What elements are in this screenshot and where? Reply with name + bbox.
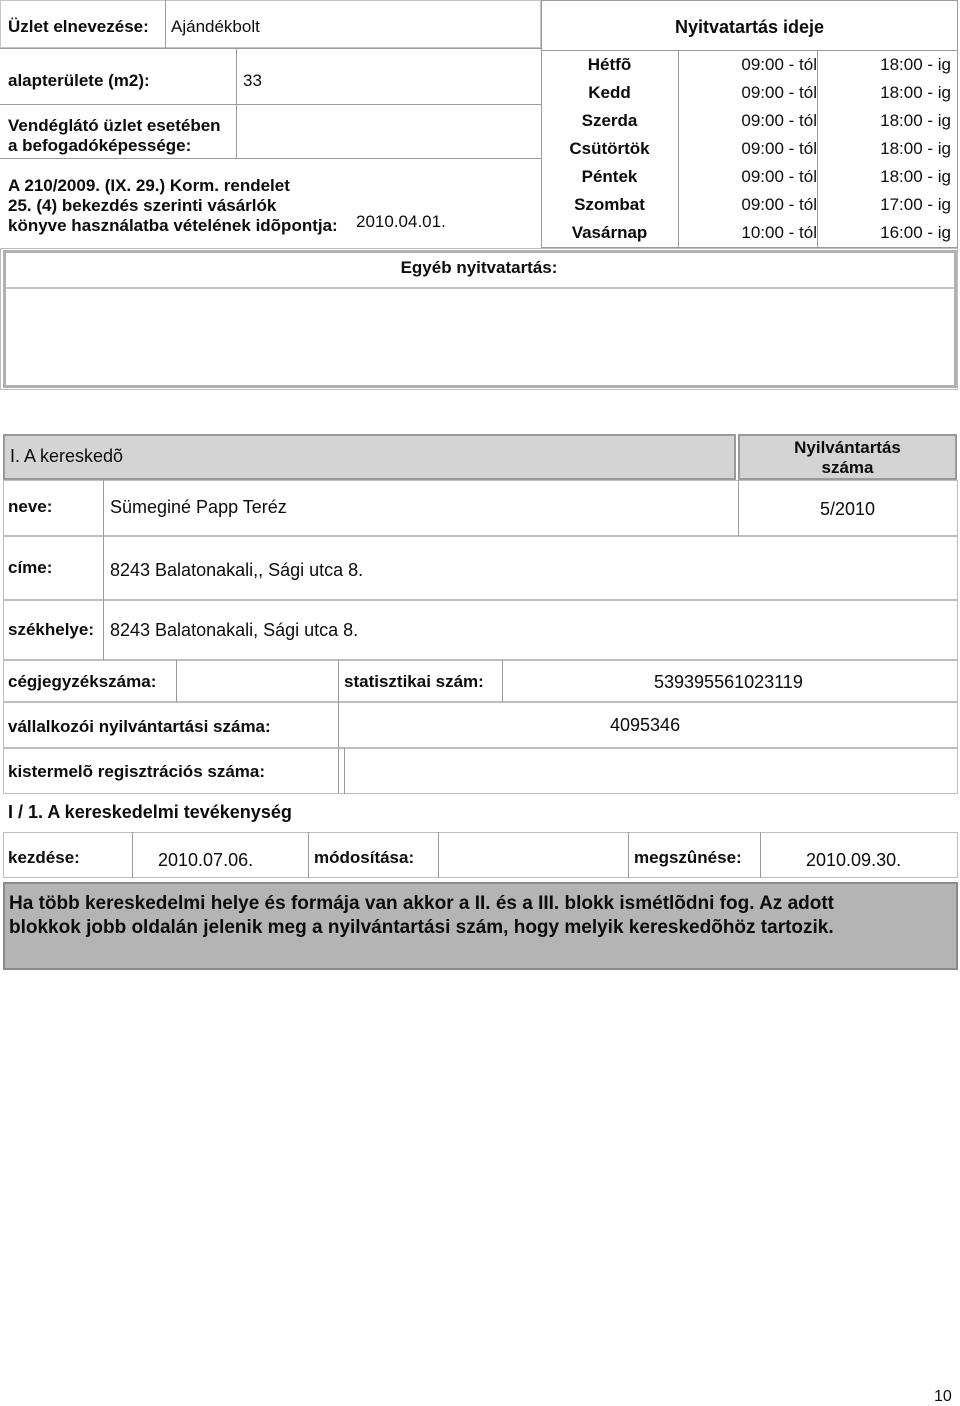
from-time: 09:00 - tól [741, 111, 817, 130]
day-label: Csütörtök [569, 139, 650, 158]
capacity-label-line-2: a befogadóképessége: [8, 136, 192, 155]
divider [176, 660, 177, 702]
company-reg-label: cégjegyzékszáma: [8, 672, 157, 691]
divider [308, 832, 309, 878]
divider [338, 660, 339, 702]
registry-number-value: 5/2010 [820, 499, 876, 519]
to-time: 16:00 - ig [880, 223, 951, 242]
registry-header-line-1: Nyilvántartás [794, 438, 901, 457]
divider [344, 748, 345, 794]
day-label: Péntek [581, 167, 638, 186]
merchant-address-label: címe: [8, 558, 53, 577]
page-number: 10 [934, 1388, 952, 1405]
end-date-value: 2010.09.30. [806, 850, 902, 870]
to-time: 18:00 - ig [880, 55, 951, 74]
merchant-section-title: I. A kereskedõ [10, 446, 124, 466]
divider [165, 0, 166, 48]
to-time: 18:00 - ig [880, 139, 951, 158]
shop-name-value: Ajándékbolt [171, 17, 260, 36]
opening-hours-title: Nyitvatartás ideje [674, 17, 825, 37]
capacity-label-line-1: Vendéglátó üzlet esetében [8, 116, 221, 135]
merchant-seat-label: székhelye: [8, 620, 94, 639]
divider [628, 832, 629, 878]
hours-row-saturday [542, 191, 956, 219]
divider [103, 536, 104, 600]
divider [103, 480, 104, 536]
divider [502, 660, 503, 702]
merchant-address-value: 8243 Balatonakali,, Sági utca 8. [110, 560, 364, 580]
hours-row-tuesday [542, 79, 956, 107]
to-time: 18:00 - ig [880, 167, 951, 186]
day-label: Szerda [581, 111, 638, 130]
divider [6, 287, 954, 289]
from-time: 09:00 - tól [741, 139, 817, 158]
hours-row-sunday [542, 219, 956, 247]
modify-date-label: módosítása: [314, 848, 415, 867]
merchant-seat-value: 8243 Balatonakali, Sági utca 8. [110, 620, 359, 640]
regulation-date: 2010.04.01. [356, 212, 446, 231]
divider [236, 48, 237, 158]
divider [760, 832, 761, 878]
from-time: 09:00 - tól [741, 195, 817, 214]
stat-number-value: 539395561023119 [654, 672, 803, 692]
producer-label: kistermelõ regisztrációs száma: [8, 762, 266, 781]
note-text: Ha több kereskedelmi helye és formája van akkor a II. és a III. blokk ismétlõdni fog. Az adott blokkok jobb oldalán jelenik meg a nyilvántartási szám, hogy melyik kereskedõhöz tartozik. [9, 893, 835, 938]
regulation-line-3: könyve használatba vételének idõpontja: [8, 216, 338, 235]
divider [132, 832, 133, 878]
from-time: 09:00 - tól [741, 55, 817, 74]
area-label: alapterülete (m2): [8, 71, 150, 90]
regulation-line-1: A 210/2009. (IX. 29.) Korm. rendelet [8, 176, 290, 195]
merchant-name-label: neve: [8, 497, 53, 516]
start-date-label: kezdése: [8, 848, 80, 867]
merchant-name-value: Sümeginé Papp Teréz [110, 497, 287, 517]
hours-row-friday [542, 163, 956, 191]
end-date-label: megszûnése: [634, 848, 742, 867]
day-label: Hétfõ [587, 55, 632, 74]
divider [738, 480, 739, 536]
to-time: 18:00 - ig [880, 83, 951, 102]
from-time: 09:00 - tól [741, 167, 817, 186]
area-value: 33 [243, 71, 262, 90]
divider [438, 832, 439, 878]
divider [0, 104, 541, 105]
to-time: 18:00 - ig [880, 111, 951, 130]
day-label: Kedd [588, 83, 631, 102]
regulation-line-2: 25. (4) bekezdés szerinti vásárlók [8, 196, 277, 215]
from-time: 10:00 - tól [741, 223, 817, 242]
stat-number-label: statisztikai szám: [344, 672, 484, 691]
entrepreneur-label: vállalkozói nyilvántartási száma: [8, 717, 271, 736]
other-hours-label: Egyéb nyitvatartás: [400, 258, 558, 277]
divider [0, 158, 541, 159]
hours-row-monday [542, 51, 956, 79]
entrepreneur-value: 4095346 [610, 715, 681, 735]
divider [103, 600, 104, 660]
from-time: 09:00 - tól [741, 83, 817, 102]
registry-header-line-2: száma [821, 458, 874, 477]
day-label: Vasárnap [571, 223, 648, 242]
shop-name-label: Üzlet elnevezése: [8, 17, 149, 36]
hours-row-wednesday [542, 107, 956, 135]
day-label: Szombat [574, 195, 645, 214]
divider [0, 48, 541, 49]
hours-row-thursday [542, 135, 956, 163]
to-time: 17:00 - ig [880, 195, 951, 214]
start-date-value: 2010.07.06. [158, 850, 254, 870]
activity-section-title: I / 1. A kereskedelmi tevékenység [8, 802, 292, 822]
